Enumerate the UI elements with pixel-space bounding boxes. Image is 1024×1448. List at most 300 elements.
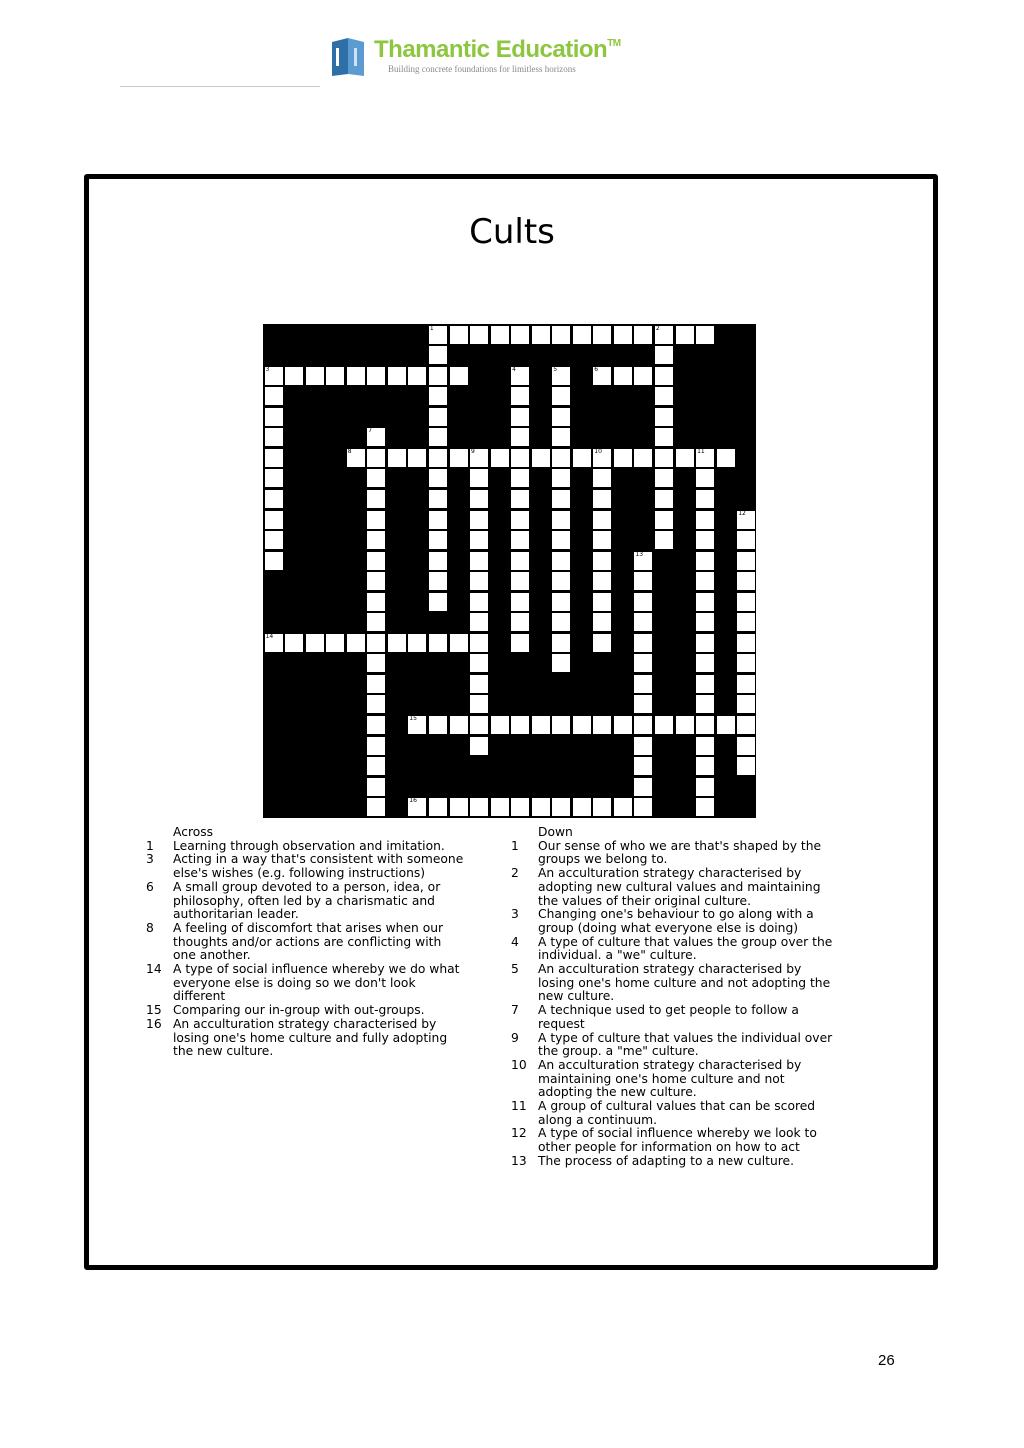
grid-cell-number: 5 bbox=[553, 365, 558, 373]
grid-cell[interactable] bbox=[367, 654, 385, 672]
grid-cell[interactable] bbox=[614, 798, 632, 816]
clue-text: A feeling of discomfort that arises when our thoughts and/or actions are conflicting with one another. bbox=[173, 920, 444, 963]
grid-cell[interactable] bbox=[593, 326, 611, 344]
grid-cell[interactable] bbox=[634, 675, 652, 693]
grid-cell[interactable] bbox=[737, 572, 755, 590]
clues-across-list bbox=[146, 840, 466, 1059]
grid-cell[interactable] bbox=[696, 572, 714, 590]
grid-cell[interactable] bbox=[532, 798, 550, 816]
grid-cell[interactable] bbox=[655, 716, 673, 734]
grid-cell[interactable] bbox=[696, 716, 714, 734]
grid-cell[interactable] bbox=[634, 757, 652, 775]
grid-cell[interactable] bbox=[285, 634, 303, 652]
clue-text: Changing one's behaviour to go along with a group (doing what everyone else is doing) bbox=[538, 907, 814, 935]
grid-cell[interactable] bbox=[634, 367, 652, 385]
clue-number: 9 bbox=[511, 1030, 519, 1045]
grid-cell[interactable] bbox=[429, 716, 447, 734]
grid-cell[interactable] bbox=[265, 469, 283, 487]
grid-cell[interactable] bbox=[388, 634, 406, 652]
grid-cell[interactable] bbox=[367, 798, 385, 816]
grid-cell-number: 1 bbox=[429, 324, 434, 332]
clues-down-list bbox=[511, 840, 841, 1169]
clue-number: 10 bbox=[511, 1057, 527, 1072]
grid-cell[interactable] bbox=[367, 552, 385, 570]
clue-text: A group of cultural values that can be scored along a continuum. bbox=[538, 1099, 816, 1127]
clue-text: Learning through observation and imitation. bbox=[173, 838, 445, 853]
grid-cell[interactable] bbox=[306, 634, 324, 652]
grid-cell[interactable] bbox=[634, 778, 652, 796]
grid-cell[interactable] bbox=[511, 552, 529, 570]
page-number: 26 bbox=[878, 1352, 895, 1369]
grid-cell-number: 14 bbox=[265, 632, 274, 640]
grid-cell[interactable] bbox=[593, 634, 611, 652]
grid-cell[interactable] bbox=[655, 367, 673, 385]
grid-cell[interactable] bbox=[367, 490, 385, 508]
grid-cell[interactable] bbox=[265, 634, 283, 652]
grid-cell[interactable] bbox=[367, 695, 385, 713]
grid-cell[interactable] bbox=[696, 695, 714, 713]
grid-cell[interactable] bbox=[634, 552, 652, 570]
grid-cell[interactable] bbox=[614, 449, 632, 467]
grid-cell[interactable] bbox=[347, 367, 365, 385]
grid-cell[interactable] bbox=[593, 367, 611, 385]
grid-cell[interactable] bbox=[511, 716, 529, 734]
grid-cell[interactable] bbox=[593, 572, 611, 590]
grid-cell[interactable] bbox=[470, 798, 488, 816]
grid-cell[interactable] bbox=[511, 531, 529, 549]
grid-cell[interactable] bbox=[573, 449, 591, 467]
grid-cell[interactable] bbox=[614, 367, 632, 385]
clue-item bbox=[146, 922, 466, 963]
grid-cell[interactable] bbox=[655, 408, 673, 426]
grid-cell[interactable] bbox=[265, 408, 283, 426]
grid-cell[interactable] bbox=[470, 716, 488, 734]
grid-cell[interactable] bbox=[717, 449, 735, 467]
grid-cell-number: 4 bbox=[512, 365, 516, 373]
grid-cell[interactable] bbox=[470, 490, 488, 508]
grid-cell[interactable] bbox=[552, 654, 570, 672]
grid-cell[interactable] bbox=[593, 716, 611, 734]
grid-cell[interactable] bbox=[737, 675, 755, 693]
grid-cell[interactable] bbox=[655, 428, 673, 446]
grid-cell[interactable] bbox=[367, 531, 385, 549]
clue-item bbox=[511, 867, 841, 908]
grid-cell[interactable] bbox=[593, 593, 611, 611]
grid-cell[interactable] bbox=[388, 449, 406, 467]
grid-cell[interactable] bbox=[408, 798, 426, 816]
clue-item bbox=[511, 840, 841, 867]
grid-cell[interactable] bbox=[408, 367, 426, 385]
grid-cell[interactable] bbox=[326, 367, 344, 385]
grid-cell[interactable] bbox=[634, 572, 652, 590]
clue-number: 11 bbox=[511, 1099, 527, 1114]
grid-cell[interactable] bbox=[491, 716, 509, 734]
clue-item bbox=[511, 1127, 841, 1154]
grid-cell[interactable] bbox=[429, 408, 447, 426]
clue-item bbox=[146, 1004, 466, 1018]
grid-cell[interactable] bbox=[552, 387, 570, 405]
grid-cell[interactable] bbox=[696, 675, 714, 693]
grid-cell-number: 8 bbox=[347, 447, 352, 455]
grid-cell[interactable] bbox=[470, 449, 488, 467]
grid-cell-number: 11 bbox=[697, 447, 705, 455]
grid-cell[interactable] bbox=[573, 326, 591, 344]
grid-cell[interactable] bbox=[634, 716, 652, 734]
grid-cell[interactable] bbox=[511, 449, 529, 467]
grid-cell[interactable] bbox=[737, 716, 755, 734]
grid-cell-number: 12 bbox=[738, 509, 746, 517]
grid-cell[interactable] bbox=[511, 572, 529, 590]
grid-cell[interactable] bbox=[696, 634, 714, 652]
grid-cell[interactable] bbox=[552, 428, 570, 446]
grid-cell[interactable] bbox=[429, 531, 447, 549]
clue-text: A type of social influence whereby we look to other people for information on how to act bbox=[538, 1126, 817, 1155]
grid-cell-number: 16 bbox=[409, 797, 417, 805]
grid-cell[interactable] bbox=[737, 737, 755, 755]
grid-cell-number: 3 bbox=[265, 365, 270, 373]
grid-cell[interactable] bbox=[737, 531, 755, 549]
grid-cell[interactable] bbox=[265, 387, 283, 405]
brand-name: Thamantic Education™ bbox=[374, 36, 621, 63]
header-divider bbox=[120, 86, 320, 87]
clues-across bbox=[146, 826, 466, 1059]
grid-cell[interactable] bbox=[347, 449, 365, 467]
grid-cell[interactable] bbox=[634, 798, 652, 816]
grid-cell-number: 2 bbox=[655, 324, 660, 332]
grid-cell[interactable] bbox=[470, 326, 488, 344]
grid-cell[interactable] bbox=[367, 367, 385, 385]
clues-down bbox=[511, 826, 841, 1169]
grid-cell[interactable] bbox=[470, 572, 488, 590]
grid-cell[interactable] bbox=[655, 326, 673, 344]
grid-cell[interactable] bbox=[552, 593, 570, 611]
clue-item bbox=[146, 853, 466, 880]
grid-cell[interactable] bbox=[737, 654, 755, 672]
grid-cell[interactable] bbox=[429, 552, 447, 570]
grid-cell[interactable] bbox=[676, 716, 694, 734]
grid-cell[interactable] bbox=[470, 613, 488, 631]
grid-cell[interactable] bbox=[511, 593, 529, 611]
grid-cell[interactable] bbox=[696, 654, 714, 672]
grid-cell[interactable] bbox=[655, 449, 673, 467]
grid-cell[interactable] bbox=[429, 326, 447, 344]
grid-cell[interactable] bbox=[265, 531, 283, 549]
clue-number: 16 bbox=[146, 1016, 162, 1031]
clue-number: 1 bbox=[146, 838, 154, 853]
clue-text: A technique used to get people to follow a request bbox=[538, 1003, 799, 1031]
grid-cell-number: 9 bbox=[471, 447, 475, 455]
grid-cell[interactable] bbox=[367, 675, 385, 693]
grid-cell[interactable] bbox=[655, 469, 673, 487]
grid-cell[interactable] bbox=[429, 469, 447, 487]
grid-cell[interactable] bbox=[429, 428, 447, 446]
grid-cell[interactable] bbox=[593, 531, 611, 549]
grid-cell[interactable] bbox=[429, 593, 447, 611]
grid-cell[interactable] bbox=[634, 593, 652, 611]
grid-cell[interactable] bbox=[532, 716, 550, 734]
grid-cell[interactable] bbox=[552, 449, 570, 467]
grid-cell[interactable] bbox=[511, 408, 529, 426]
grid-cell[interactable] bbox=[737, 552, 755, 570]
grid-cell[interactable] bbox=[511, 387, 529, 405]
grid-cell-number: 7 bbox=[368, 427, 373, 435]
grid-cell[interactable] bbox=[429, 511, 447, 529]
clue-text: An acculturation strategy characterised by losing one's home culture and fully adopting the new culture. bbox=[173, 1016, 448, 1059]
grid-cell[interactable] bbox=[614, 326, 632, 344]
grid-cell[interactable] bbox=[429, 367, 447, 385]
grid-cell[interactable] bbox=[737, 757, 755, 775]
grid-cell[interactable] bbox=[634, 613, 652, 631]
grid-cell[interactable] bbox=[367, 778, 385, 796]
grid-cell[interactable] bbox=[470, 695, 488, 713]
grid-cell[interactable] bbox=[367, 428, 385, 446]
clue-text: An acculturation strategy characterised by maintaining one's home culture and not adopting the new culture. bbox=[538, 1057, 802, 1100]
grid-cell[interactable] bbox=[737, 511, 755, 529]
grid-cell[interactable] bbox=[696, 798, 714, 816]
grid-cell[interactable] bbox=[511, 511, 529, 529]
grid-cell[interactable] bbox=[676, 449, 694, 467]
grid-cell[interactable] bbox=[593, 469, 611, 487]
grid-cell[interactable] bbox=[470, 593, 488, 611]
clue-item bbox=[511, 1032, 841, 1059]
grid-cell[interactable] bbox=[737, 634, 755, 652]
clue-item bbox=[511, 1155, 841, 1169]
grid-cell[interactable] bbox=[450, 798, 468, 816]
grid-cell[interactable] bbox=[655, 346, 673, 364]
grid-cell[interactable] bbox=[511, 326, 529, 344]
clue-item bbox=[146, 1018, 466, 1059]
grid-cell[interactable] bbox=[450, 716, 468, 734]
clue-text: An acculturation strategy characterised by adopting new cultural values and maintaining the values of their original culture. bbox=[538, 866, 821, 908]
clue-number: 14 bbox=[146, 962, 162, 977]
puzzle-title: Cults bbox=[469, 212, 555, 252]
clue-number: 8 bbox=[146, 920, 154, 935]
grid-cell[interactable] bbox=[367, 449, 385, 467]
grid-cell[interactable] bbox=[511, 613, 529, 631]
clue-number: 12 bbox=[511, 1126, 527, 1141]
grid-cell[interactable] bbox=[367, 716, 385, 734]
grid-cell-number: 15 bbox=[409, 714, 417, 722]
grid-cell[interactable] bbox=[429, 634, 447, 652]
grid-cell[interactable] bbox=[593, 490, 611, 508]
grid-cell-number: 6 bbox=[594, 365, 599, 373]
clue-number: 15 bbox=[146, 1003, 162, 1018]
clues-down-heading: Down bbox=[538, 825, 573, 839]
grid-cell[interactable] bbox=[634, 634, 652, 652]
clue-number: 6 bbox=[146, 879, 154, 894]
grid-cell-number: 13 bbox=[635, 550, 644, 558]
grid-cell[interactable] bbox=[285, 367, 303, 385]
grid-cell[interactable] bbox=[470, 654, 488, 672]
grid-cell[interactable] bbox=[347, 634, 365, 652]
grid-cell[interactable] bbox=[511, 428, 529, 446]
grid-cell[interactable] bbox=[552, 408, 570, 426]
grid-cell[interactable] bbox=[511, 634, 529, 652]
clue-item bbox=[146, 963, 466, 1004]
grid-cell[interactable] bbox=[655, 531, 673, 549]
grid-cell[interactable] bbox=[429, 572, 447, 590]
grid-cell[interactable] bbox=[655, 490, 673, 508]
grid-cell[interactable] bbox=[593, 449, 611, 467]
clues-across-heading: Across bbox=[173, 825, 214, 839]
grid-cell[interactable] bbox=[470, 737, 488, 755]
grid-cell[interactable] bbox=[655, 511, 673, 529]
grid-cell[interactable] bbox=[429, 490, 447, 508]
grid-cell[interactable] bbox=[450, 367, 468, 385]
grid-cell[interactable] bbox=[696, 449, 714, 467]
grid-cell[interactable] bbox=[552, 634, 570, 652]
grid-cell[interactable] bbox=[552, 511, 570, 529]
clue-item bbox=[146, 881, 466, 922]
grid-cell[interactable] bbox=[511, 490, 529, 508]
clue-text: Acting in a way that's consistent with someone else's wishes (e.g. following instructions) bbox=[173, 852, 464, 881]
grid-cell[interactable] bbox=[367, 469, 385, 487]
crossword-grid bbox=[263, 324, 756, 818]
grid-cell[interactable] bbox=[367, 757, 385, 775]
grid-cell[interactable] bbox=[408, 449, 426, 467]
grid-cell[interactable] bbox=[696, 511, 714, 529]
grid-cell[interactable] bbox=[737, 593, 755, 611]
grid-cell[interactable] bbox=[408, 716, 426, 734]
grid-cell-number: 10 bbox=[594, 447, 602, 455]
grid-cell[interactable] bbox=[696, 593, 714, 611]
clue-text: A type of social influence whereby we do what everyone else is doing so we don't look different bbox=[173, 962, 460, 1004]
grid-cell[interactable] bbox=[696, 613, 714, 631]
grid-cell[interactable] bbox=[429, 449, 447, 467]
grid-cell[interactable] bbox=[696, 778, 714, 796]
clue-number: 3 bbox=[146, 852, 154, 867]
grid-cell[interactable] bbox=[326, 634, 344, 652]
grid-cell[interactable] bbox=[614, 716, 632, 734]
grid-cell[interactable] bbox=[491, 326, 509, 344]
clue-item bbox=[511, 1100, 841, 1127]
grid-cell[interactable] bbox=[491, 798, 509, 816]
grid-cell[interactable] bbox=[552, 531, 570, 549]
clue-item bbox=[511, 908, 841, 935]
clue-number: 3 bbox=[511, 907, 519, 922]
grid-cell[interactable] bbox=[306, 367, 324, 385]
grid-cell[interactable] bbox=[634, 695, 652, 713]
grid-cell[interactable] bbox=[573, 716, 591, 734]
grid-cell[interactable] bbox=[367, 511, 385, 529]
grid-cell[interactable] bbox=[265, 490, 283, 508]
grid-cell[interactable] bbox=[367, 737, 385, 755]
grid-cell[interactable] bbox=[573, 798, 591, 816]
clue-item bbox=[511, 1059, 841, 1100]
grid-cell[interactable] bbox=[737, 695, 755, 713]
grid-cell[interactable] bbox=[552, 716, 570, 734]
grid-cell[interactable] bbox=[552, 367, 570, 385]
grid-cell[interactable] bbox=[367, 634, 385, 652]
grid-cell[interactable] bbox=[634, 654, 652, 672]
grid-cell[interactable] bbox=[696, 490, 714, 508]
grid-cell[interactable] bbox=[491, 449, 509, 467]
grid-cell[interactable] bbox=[265, 511, 283, 529]
grid-cell[interactable] bbox=[511, 367, 529, 385]
clue-item bbox=[146, 840, 466, 854]
grid-cell[interactable] bbox=[593, 798, 611, 816]
grid-cell[interactable] bbox=[367, 572, 385, 590]
clue-text: An acculturation strategy characterised by losing one's home culture and not adopting the new culture. bbox=[538, 962, 831, 1004]
grid-cell[interactable] bbox=[367, 613, 385, 631]
grid-cell[interactable] bbox=[511, 798, 529, 816]
grid-cell[interactable] bbox=[717, 716, 735, 734]
grid-cell[interactable] bbox=[676, 326, 694, 344]
grid-cell[interactable] bbox=[552, 613, 570, 631]
grid-cell[interactable] bbox=[388, 367, 406, 385]
grid-cell[interactable] bbox=[634, 737, 652, 755]
grid-cell[interactable] bbox=[470, 634, 488, 652]
grid-cell[interactable] bbox=[511, 469, 529, 487]
grid-cell[interactable] bbox=[696, 757, 714, 775]
grid-cell[interactable] bbox=[408, 634, 426, 652]
grid-cell[interactable] bbox=[429, 387, 447, 405]
grid-cell[interactable] bbox=[593, 552, 611, 570]
trademark-mark: TM bbox=[607, 38, 621, 49]
grid-cell[interactable] bbox=[429, 798, 447, 816]
clue-number: 7 bbox=[511, 1003, 519, 1018]
grid-cell[interactable] bbox=[552, 469, 570, 487]
grid-cell[interactable] bbox=[655, 387, 673, 405]
grid-cell[interactable] bbox=[470, 552, 488, 570]
grid-cell[interactable] bbox=[532, 449, 550, 467]
grid-cell[interactable] bbox=[429, 346, 447, 364]
grid-cell[interactable] bbox=[470, 469, 488, 487]
clue-number: 1 bbox=[511, 838, 519, 853]
clue-text: The process of adapting to a new culture. bbox=[538, 1153, 795, 1168]
grid-cell[interactable] bbox=[265, 449, 283, 467]
grid-cell[interactable] bbox=[696, 737, 714, 755]
clue-text: A type of culture that values the group over the individual. a "we" culture. bbox=[538, 934, 833, 963]
grid-cell[interactable] bbox=[265, 367, 283, 385]
brand-logo bbox=[330, 36, 630, 76]
grid-cell[interactable] bbox=[634, 449, 652, 467]
grid-cell[interactable] bbox=[552, 572, 570, 590]
grid-cell[interactable] bbox=[696, 552, 714, 570]
grid-cell[interactable] bbox=[552, 490, 570, 508]
clue-text: Comparing our in-group with out-groups. bbox=[173, 1003, 425, 1018]
grid-cell[interactable] bbox=[696, 469, 714, 487]
grid-cell[interactable] bbox=[470, 531, 488, 549]
clue-text: A type of culture that values the individual over the group. a "me" culture. bbox=[538, 1030, 833, 1059]
clue-item bbox=[511, 1004, 841, 1031]
grid-cell[interactable] bbox=[532, 326, 550, 344]
grid-cell[interactable] bbox=[737, 613, 755, 631]
grid-cell[interactable] bbox=[634, 326, 652, 344]
grid-cell[interactable] bbox=[367, 593, 385, 611]
clue-number: 5 bbox=[511, 962, 519, 977]
grid-cell[interactable] bbox=[265, 552, 283, 570]
grid-cell[interactable] bbox=[470, 511, 488, 529]
grid-cell[interactable] bbox=[450, 634, 468, 652]
clue-item bbox=[511, 936, 841, 963]
grid-cell[interactable] bbox=[450, 449, 468, 467]
grid-cell[interactable] bbox=[265, 428, 283, 446]
grid-cell[interactable] bbox=[593, 613, 611, 631]
grid-cell[interactable] bbox=[470, 675, 488, 693]
brand-tagline: Building concrete foundations for limitless horizons bbox=[388, 64, 576, 74]
grid-cell[interactable] bbox=[552, 798, 570, 816]
grid-cell[interactable] bbox=[593, 511, 611, 529]
grid-cell[interactable] bbox=[552, 552, 570, 570]
grid-cell[interactable] bbox=[450, 326, 468, 344]
grid-cell[interactable] bbox=[696, 326, 714, 344]
grid-cell[interactable] bbox=[552, 326, 570, 344]
grid-cell[interactable] bbox=[696, 531, 714, 549]
clue-number: 4 bbox=[511, 934, 519, 949]
clue-item bbox=[511, 963, 841, 1004]
clue-text: Our sense of who we are that's shaped by the groups we belong to. bbox=[538, 838, 822, 867]
